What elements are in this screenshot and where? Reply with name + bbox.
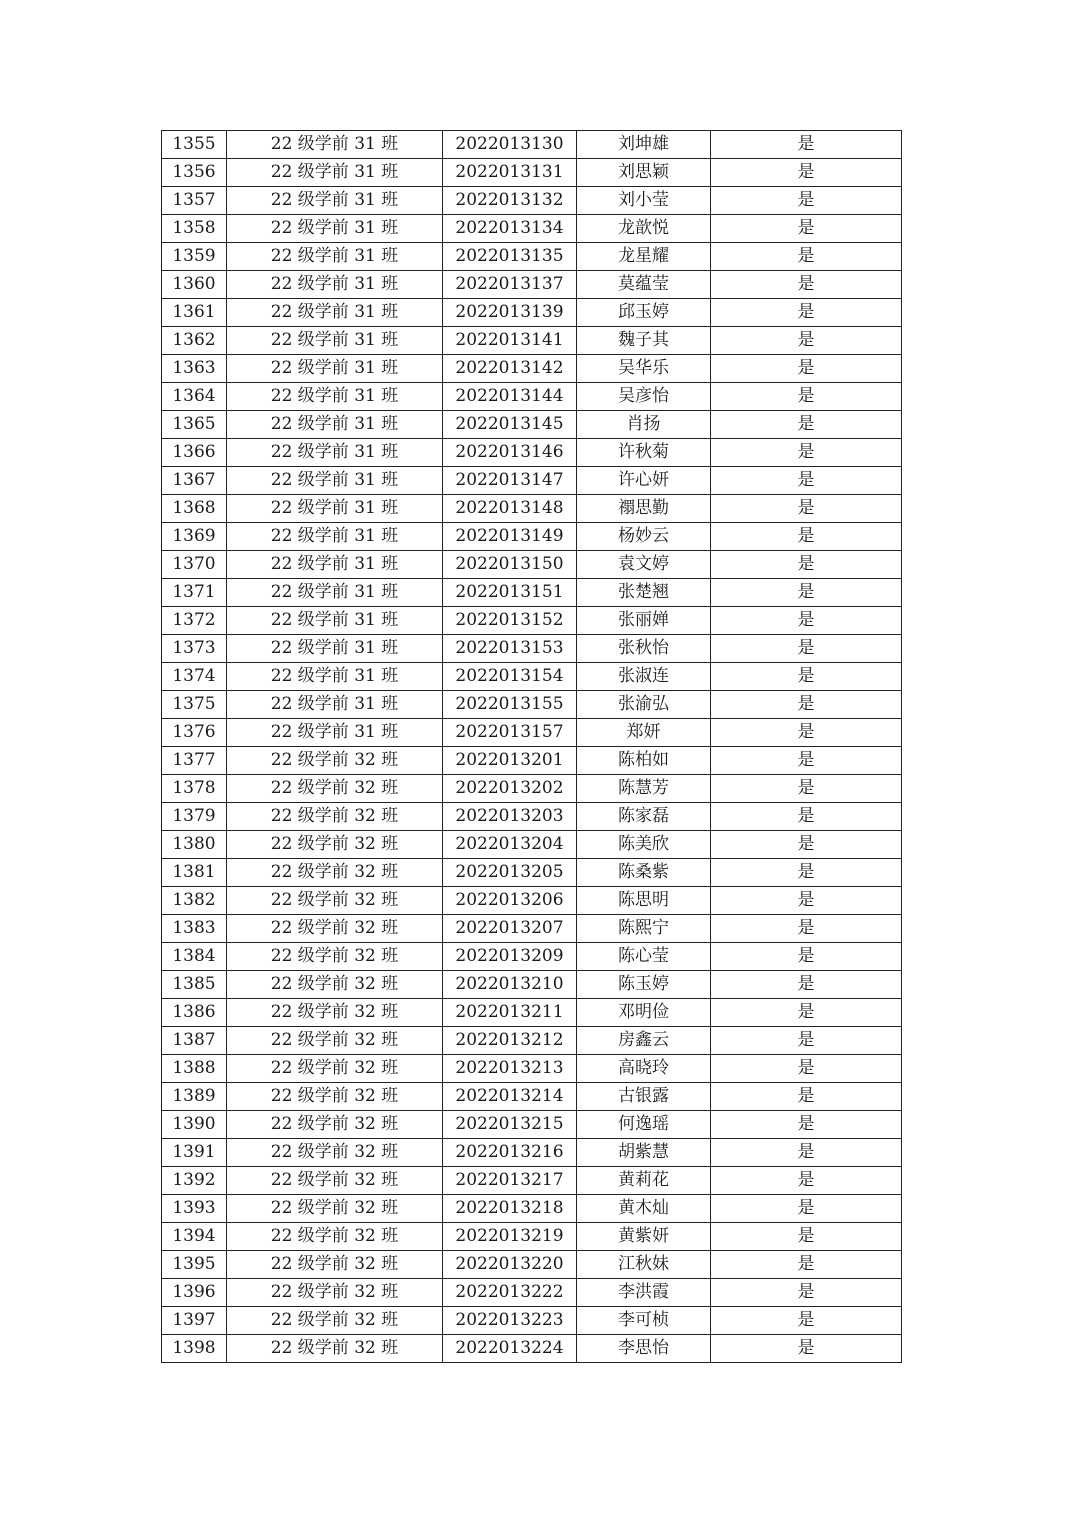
- table-row: [162, 1307, 902, 1335]
- student-id-cell: 2022013149: [443, 523, 577, 551]
- class-name-cell: 22 级学前 31 班: [227, 467, 443, 495]
- sequence-number-cell: 1386: [162, 999, 227, 1027]
- status-cell: 是: [711, 187, 902, 215]
- table-row: [162, 439, 902, 467]
- student-id-cell: 2022013157: [443, 719, 577, 747]
- status-cell: 是: [711, 999, 902, 1027]
- student-id-cell: 2022013209: [443, 943, 577, 971]
- student-name-cell: 黄木灿: [577, 1195, 711, 1223]
- table-row: [162, 131, 902, 159]
- class-name-cell: 22 级学前 31 班: [227, 243, 443, 271]
- student-roster-table: [161, 130, 902, 1363]
- student-id-cell: 2022013145: [443, 411, 577, 439]
- status-cell: 是: [711, 915, 902, 943]
- table-row: [162, 831, 902, 859]
- class-name-cell: 22 级学前 31 班: [227, 215, 443, 243]
- student-id-cell: 2022013215: [443, 1111, 577, 1139]
- student-name-cell: 黄紫妍: [577, 1223, 711, 1251]
- student-id-cell: 2022013219: [443, 1223, 577, 1251]
- student-name-cell: 刘坤雄: [577, 131, 711, 159]
- sequence-number-cell: 1385: [162, 971, 227, 999]
- sequence-number-cell: 1355: [162, 131, 227, 159]
- sequence-number-cell: 1394: [162, 1223, 227, 1251]
- sequence-number-cell: 1361: [162, 299, 227, 327]
- status-cell: 是: [711, 523, 902, 551]
- status-cell: 是: [711, 243, 902, 271]
- class-name-cell: 22 级学前 32 班: [227, 915, 443, 943]
- class-name-cell: 22 级学前 32 班: [227, 1083, 443, 1111]
- student-name-cell: 陈心莹: [577, 943, 711, 971]
- student-id-cell: 2022013148: [443, 495, 577, 523]
- student-name-cell: 陈思明: [577, 887, 711, 915]
- sequence-number-cell: 1376: [162, 719, 227, 747]
- student-name-cell: 许心妍: [577, 467, 711, 495]
- class-name-cell: 22 级学前 32 班: [227, 1027, 443, 1055]
- sequence-number-cell: 1362: [162, 327, 227, 355]
- student-id-cell: 2022013132: [443, 187, 577, 215]
- table-row: [162, 271, 902, 299]
- sequence-number-cell: 1372: [162, 607, 227, 635]
- student-id-cell: 2022013213: [443, 1055, 577, 1083]
- class-name-cell: 22 级学前 31 班: [227, 635, 443, 663]
- student-id-cell: 2022013139: [443, 299, 577, 327]
- student-name-cell: 刘小莹: [577, 187, 711, 215]
- sequence-number-cell: 1382: [162, 887, 227, 915]
- table-row: [162, 943, 902, 971]
- student-id-cell: 2022013206: [443, 887, 577, 915]
- table-row: [162, 495, 902, 523]
- status-cell: 是: [711, 719, 902, 747]
- sequence-number-cell: 1365: [162, 411, 227, 439]
- student-name-cell: 吴华乐: [577, 355, 711, 383]
- student-id-cell: 2022013222: [443, 1279, 577, 1307]
- student-name-cell: 张丽婵: [577, 607, 711, 635]
- status-cell: 是: [711, 1223, 902, 1251]
- table-row: [162, 243, 902, 271]
- student-id-cell: 2022013216: [443, 1139, 577, 1167]
- student-id-cell: 2022013214: [443, 1083, 577, 1111]
- sequence-number-cell: 1358: [162, 215, 227, 243]
- class-name-cell: 22 级学前 31 班: [227, 523, 443, 551]
- status-cell: 是: [711, 131, 902, 159]
- class-name-cell: 22 级学前 32 班: [227, 859, 443, 887]
- student-id-cell: 2022013153: [443, 635, 577, 663]
- status-cell: 是: [711, 607, 902, 635]
- student-name-cell: 肖扬: [577, 411, 711, 439]
- student-name-cell: 黄莉花: [577, 1167, 711, 1195]
- student-name-cell: 何逸瑶: [577, 1111, 711, 1139]
- class-name-cell: 22 级学前 32 班: [227, 1055, 443, 1083]
- student-id-cell: 2022013130: [443, 131, 577, 159]
- table-row: [162, 299, 902, 327]
- table-row: [162, 747, 902, 775]
- class-name-cell: 22 级学前 31 班: [227, 271, 443, 299]
- status-cell: 是: [711, 1167, 902, 1195]
- sequence-number-cell: 1378: [162, 775, 227, 803]
- student-name-cell: 禤思勤: [577, 495, 711, 523]
- student-name-cell: 陈桑紫: [577, 859, 711, 887]
- table-row: [162, 187, 902, 215]
- sequence-number-cell: 1387: [162, 1027, 227, 1055]
- sequence-number-cell: 1357: [162, 187, 227, 215]
- status-cell: 是: [711, 803, 902, 831]
- class-name-cell: 22 级学前 31 班: [227, 187, 443, 215]
- class-name-cell: 22 级学前 32 班: [227, 1251, 443, 1279]
- sequence-number-cell: 1392: [162, 1167, 227, 1195]
- table-row: [162, 1167, 902, 1195]
- student-name-cell: 陈玉婷: [577, 971, 711, 999]
- student-id-cell: 2022013201: [443, 747, 577, 775]
- sequence-number-cell: 1380: [162, 831, 227, 859]
- sequence-number-cell: 1363: [162, 355, 227, 383]
- class-name-cell: 22 级学前 31 班: [227, 663, 443, 691]
- class-name-cell: 22 级学前 31 班: [227, 159, 443, 187]
- student-id-cell: 2022013144: [443, 383, 577, 411]
- class-name-cell: 22 级学前 31 班: [227, 131, 443, 159]
- class-name-cell: 22 级学前 32 班: [227, 999, 443, 1027]
- status-cell: 是: [711, 299, 902, 327]
- student-name-cell: 陈美欣: [577, 831, 711, 859]
- status-cell: 是: [711, 551, 902, 579]
- status-cell: 是: [711, 1111, 902, 1139]
- student-id-cell: 2022013134: [443, 215, 577, 243]
- class-name-cell: 22 级学前 31 班: [227, 439, 443, 467]
- student-id-cell: 2022013218: [443, 1195, 577, 1223]
- sequence-number-cell: 1373: [162, 635, 227, 663]
- student-id-cell: 2022013205: [443, 859, 577, 887]
- table-row: [162, 803, 902, 831]
- table-row: [162, 1027, 902, 1055]
- table-row: [162, 523, 902, 551]
- status-cell: 是: [711, 1055, 902, 1083]
- student-id-cell: 2022013151: [443, 579, 577, 607]
- class-name-cell: 22 级学前 32 班: [227, 943, 443, 971]
- status-cell: 是: [711, 579, 902, 607]
- student-id-cell: 2022013220: [443, 1251, 577, 1279]
- sequence-number-cell: 1371: [162, 579, 227, 607]
- status-cell: 是: [711, 887, 902, 915]
- sequence-number-cell: 1368: [162, 495, 227, 523]
- class-name-cell: 22 级学前 31 班: [227, 355, 443, 383]
- class-name-cell: 22 级学前 31 班: [227, 607, 443, 635]
- student-name-cell: 房鑫云: [577, 1027, 711, 1055]
- class-name-cell: 22 级学前 31 班: [227, 327, 443, 355]
- status-cell: 是: [711, 747, 902, 775]
- class-name-cell: 22 级学前 31 班: [227, 551, 443, 579]
- student-name-cell: 邱玉婷: [577, 299, 711, 327]
- status-cell: 是: [711, 411, 902, 439]
- table-row: [162, 775, 902, 803]
- status-cell: 是: [711, 1279, 902, 1307]
- student-name-cell: 陈柏如: [577, 747, 711, 775]
- student-id-cell: 2022013224: [443, 1335, 577, 1363]
- sequence-number-cell: 1391: [162, 1139, 227, 1167]
- table-row: [162, 999, 902, 1027]
- sequence-number-cell: 1369: [162, 523, 227, 551]
- status-cell: 是: [711, 635, 902, 663]
- student-id-cell: 2022013211: [443, 999, 577, 1027]
- table-row: [162, 1111, 902, 1139]
- sequence-number-cell: 1370: [162, 551, 227, 579]
- table-row: [162, 663, 902, 691]
- table-row: [162, 355, 902, 383]
- table-row: [162, 327, 902, 355]
- student-name-cell: 莫蕴莹: [577, 271, 711, 299]
- student-id-cell: 2022013142: [443, 355, 577, 383]
- status-cell: 是: [711, 1307, 902, 1335]
- student-id-cell: 2022013155: [443, 691, 577, 719]
- student-name-cell: 许秋菊: [577, 439, 711, 467]
- status-cell: 是: [711, 1335, 902, 1363]
- class-name-cell: 22 级学前 32 班: [227, 1195, 443, 1223]
- student-name-cell: 郑妍: [577, 719, 711, 747]
- student-name-cell: 张秋怡: [577, 635, 711, 663]
- class-name-cell: 22 级学前 32 班: [227, 1167, 443, 1195]
- status-cell: 是: [711, 327, 902, 355]
- student-id-cell: 2022013210: [443, 971, 577, 999]
- student-name-cell: 江秋妹: [577, 1251, 711, 1279]
- student-name-cell: 李思怡: [577, 1335, 711, 1363]
- table-row: [162, 551, 902, 579]
- table-row: [162, 915, 902, 943]
- student-name-cell: 魏子其: [577, 327, 711, 355]
- class-name-cell: 22 级学前 32 班: [227, 747, 443, 775]
- student-name-cell: 龙歆悦: [577, 215, 711, 243]
- sequence-number-cell: 1389: [162, 1083, 227, 1111]
- class-name-cell: 22 级学前 31 班: [227, 719, 443, 747]
- sequence-number-cell: 1384: [162, 943, 227, 971]
- table-row: [162, 719, 902, 747]
- status-cell: 是: [711, 495, 902, 523]
- class-name-cell: 22 级学前 32 班: [227, 1307, 443, 1335]
- sequence-number-cell: 1383: [162, 915, 227, 943]
- table-row: [162, 383, 902, 411]
- student-id-cell: 2022013152: [443, 607, 577, 635]
- student-name-cell: 古银露: [577, 1083, 711, 1111]
- status-cell: 是: [711, 215, 902, 243]
- class-name-cell: 22 级学前 32 班: [227, 887, 443, 915]
- sequence-number-cell: 1360: [162, 271, 227, 299]
- student-id-cell: 2022013150: [443, 551, 577, 579]
- student-name-cell: 袁文婷: [577, 551, 711, 579]
- sequence-number-cell: 1379: [162, 803, 227, 831]
- table-row: [162, 215, 902, 243]
- student-name-cell: 胡紫慧: [577, 1139, 711, 1167]
- student-name-cell: 吴彦怡: [577, 383, 711, 411]
- student-id-cell: 2022013131: [443, 159, 577, 187]
- status-cell: 是: [711, 355, 902, 383]
- student-name-cell: 李洪霞: [577, 1279, 711, 1307]
- status-cell: 是: [711, 1195, 902, 1223]
- class-name-cell: 22 级学前 32 班: [227, 803, 443, 831]
- sequence-number-cell: 1364: [162, 383, 227, 411]
- status-cell: 是: [711, 1027, 902, 1055]
- status-cell: 是: [711, 383, 902, 411]
- sequence-number-cell: 1388: [162, 1055, 227, 1083]
- table-row: [162, 579, 902, 607]
- table-row: [162, 411, 902, 439]
- student-id-cell: 2022013154: [443, 663, 577, 691]
- status-cell: 是: [711, 159, 902, 187]
- class-name-cell: 22 级学前 32 班: [227, 1335, 443, 1363]
- class-name-cell: 22 级学前 31 班: [227, 411, 443, 439]
- class-name-cell: 22 级学前 31 班: [227, 691, 443, 719]
- table-row: [162, 1055, 902, 1083]
- class-name-cell: 22 级学前 31 班: [227, 495, 443, 523]
- student-name-cell: 李可桢: [577, 1307, 711, 1335]
- student-id-cell: 2022013135: [443, 243, 577, 271]
- status-cell: 是: [711, 467, 902, 495]
- sequence-number-cell: 1377: [162, 747, 227, 775]
- sequence-number-cell: 1396: [162, 1279, 227, 1307]
- sequence-number-cell: 1359: [162, 243, 227, 271]
- table-row: [162, 1195, 902, 1223]
- table-row: [162, 971, 902, 999]
- student-name-cell: 刘思颖: [577, 159, 711, 187]
- sequence-number-cell: 1398: [162, 1335, 227, 1363]
- student-name-cell: 高晓玲: [577, 1055, 711, 1083]
- table-row: [162, 1139, 902, 1167]
- student-id-cell: 2022013217: [443, 1167, 577, 1195]
- class-name-cell: 22 级学前 32 班: [227, 1111, 443, 1139]
- student-id-cell: 2022013212: [443, 1027, 577, 1055]
- student-id-cell: 2022013203: [443, 803, 577, 831]
- student-name-cell: 张渝弘: [577, 691, 711, 719]
- sequence-number-cell: 1375: [162, 691, 227, 719]
- class-name-cell: 22 级学前 31 班: [227, 579, 443, 607]
- student-name-cell: 陈熙宁: [577, 915, 711, 943]
- student-id-cell: 2022013141: [443, 327, 577, 355]
- table-row: [162, 1335, 902, 1363]
- table-row: [162, 467, 902, 495]
- table-row: [162, 887, 902, 915]
- status-cell: 是: [711, 971, 902, 999]
- status-cell: 是: [711, 1251, 902, 1279]
- student-name-cell: 杨妙云: [577, 523, 711, 551]
- status-cell: 是: [711, 859, 902, 887]
- status-cell: 是: [711, 831, 902, 859]
- student-id-cell: 2022013202: [443, 775, 577, 803]
- class-name-cell: 22 级学前 31 班: [227, 299, 443, 327]
- student-name-cell: 张淑连: [577, 663, 711, 691]
- sequence-number-cell: 1390: [162, 1111, 227, 1139]
- table-row: [162, 1083, 902, 1111]
- roster-table-body: [162, 131, 902, 1363]
- table-row: [162, 607, 902, 635]
- student-name-cell: 陈家磊: [577, 803, 711, 831]
- status-cell: 是: [711, 271, 902, 299]
- student-id-cell: 2022013147: [443, 467, 577, 495]
- student-name-cell: 龙星耀: [577, 243, 711, 271]
- sequence-number-cell: 1356: [162, 159, 227, 187]
- status-cell: 是: [711, 775, 902, 803]
- status-cell: 是: [711, 1139, 902, 1167]
- class-name-cell: 22 级学前 32 班: [227, 1139, 443, 1167]
- class-name-cell: 22 级学前 32 班: [227, 775, 443, 803]
- class-name-cell: 22 级学前 32 班: [227, 1279, 443, 1307]
- student-id-cell: 2022013207: [443, 915, 577, 943]
- sequence-number-cell: 1393: [162, 1195, 227, 1223]
- table-row: [162, 1223, 902, 1251]
- table-row: [162, 1279, 902, 1307]
- student-name-cell: 邓明俭: [577, 999, 711, 1027]
- table-row: [162, 159, 902, 187]
- sequence-number-cell: 1367: [162, 467, 227, 495]
- status-cell: 是: [711, 663, 902, 691]
- table-row: [162, 691, 902, 719]
- class-name-cell: 22 级学前 32 班: [227, 971, 443, 999]
- status-cell: 是: [711, 1083, 902, 1111]
- status-cell: 是: [711, 691, 902, 719]
- student-name-cell: 张楚翘: [577, 579, 711, 607]
- class-name-cell: 22 级学前 32 班: [227, 1223, 443, 1251]
- student-name-cell: 陈慧芳: [577, 775, 711, 803]
- sequence-number-cell: 1374: [162, 663, 227, 691]
- student-id-cell: 2022013204: [443, 831, 577, 859]
- sequence-number-cell: 1395: [162, 1251, 227, 1279]
- table-row: [162, 635, 902, 663]
- sequence-number-cell: 1381: [162, 859, 227, 887]
- status-cell: 是: [711, 943, 902, 971]
- student-id-cell: 2022013137: [443, 271, 577, 299]
- table-row: [162, 859, 902, 887]
- sequence-number-cell: 1397: [162, 1307, 227, 1335]
- status-cell: 是: [711, 439, 902, 467]
- class-name-cell: 22 级学前 32 班: [227, 831, 443, 859]
- class-name-cell: 22 级学前 31 班: [227, 383, 443, 411]
- sequence-number-cell: 1366: [162, 439, 227, 467]
- table-row: [162, 1251, 902, 1279]
- student-id-cell: 2022013146: [443, 439, 577, 467]
- student-id-cell: 2022013223: [443, 1307, 577, 1335]
